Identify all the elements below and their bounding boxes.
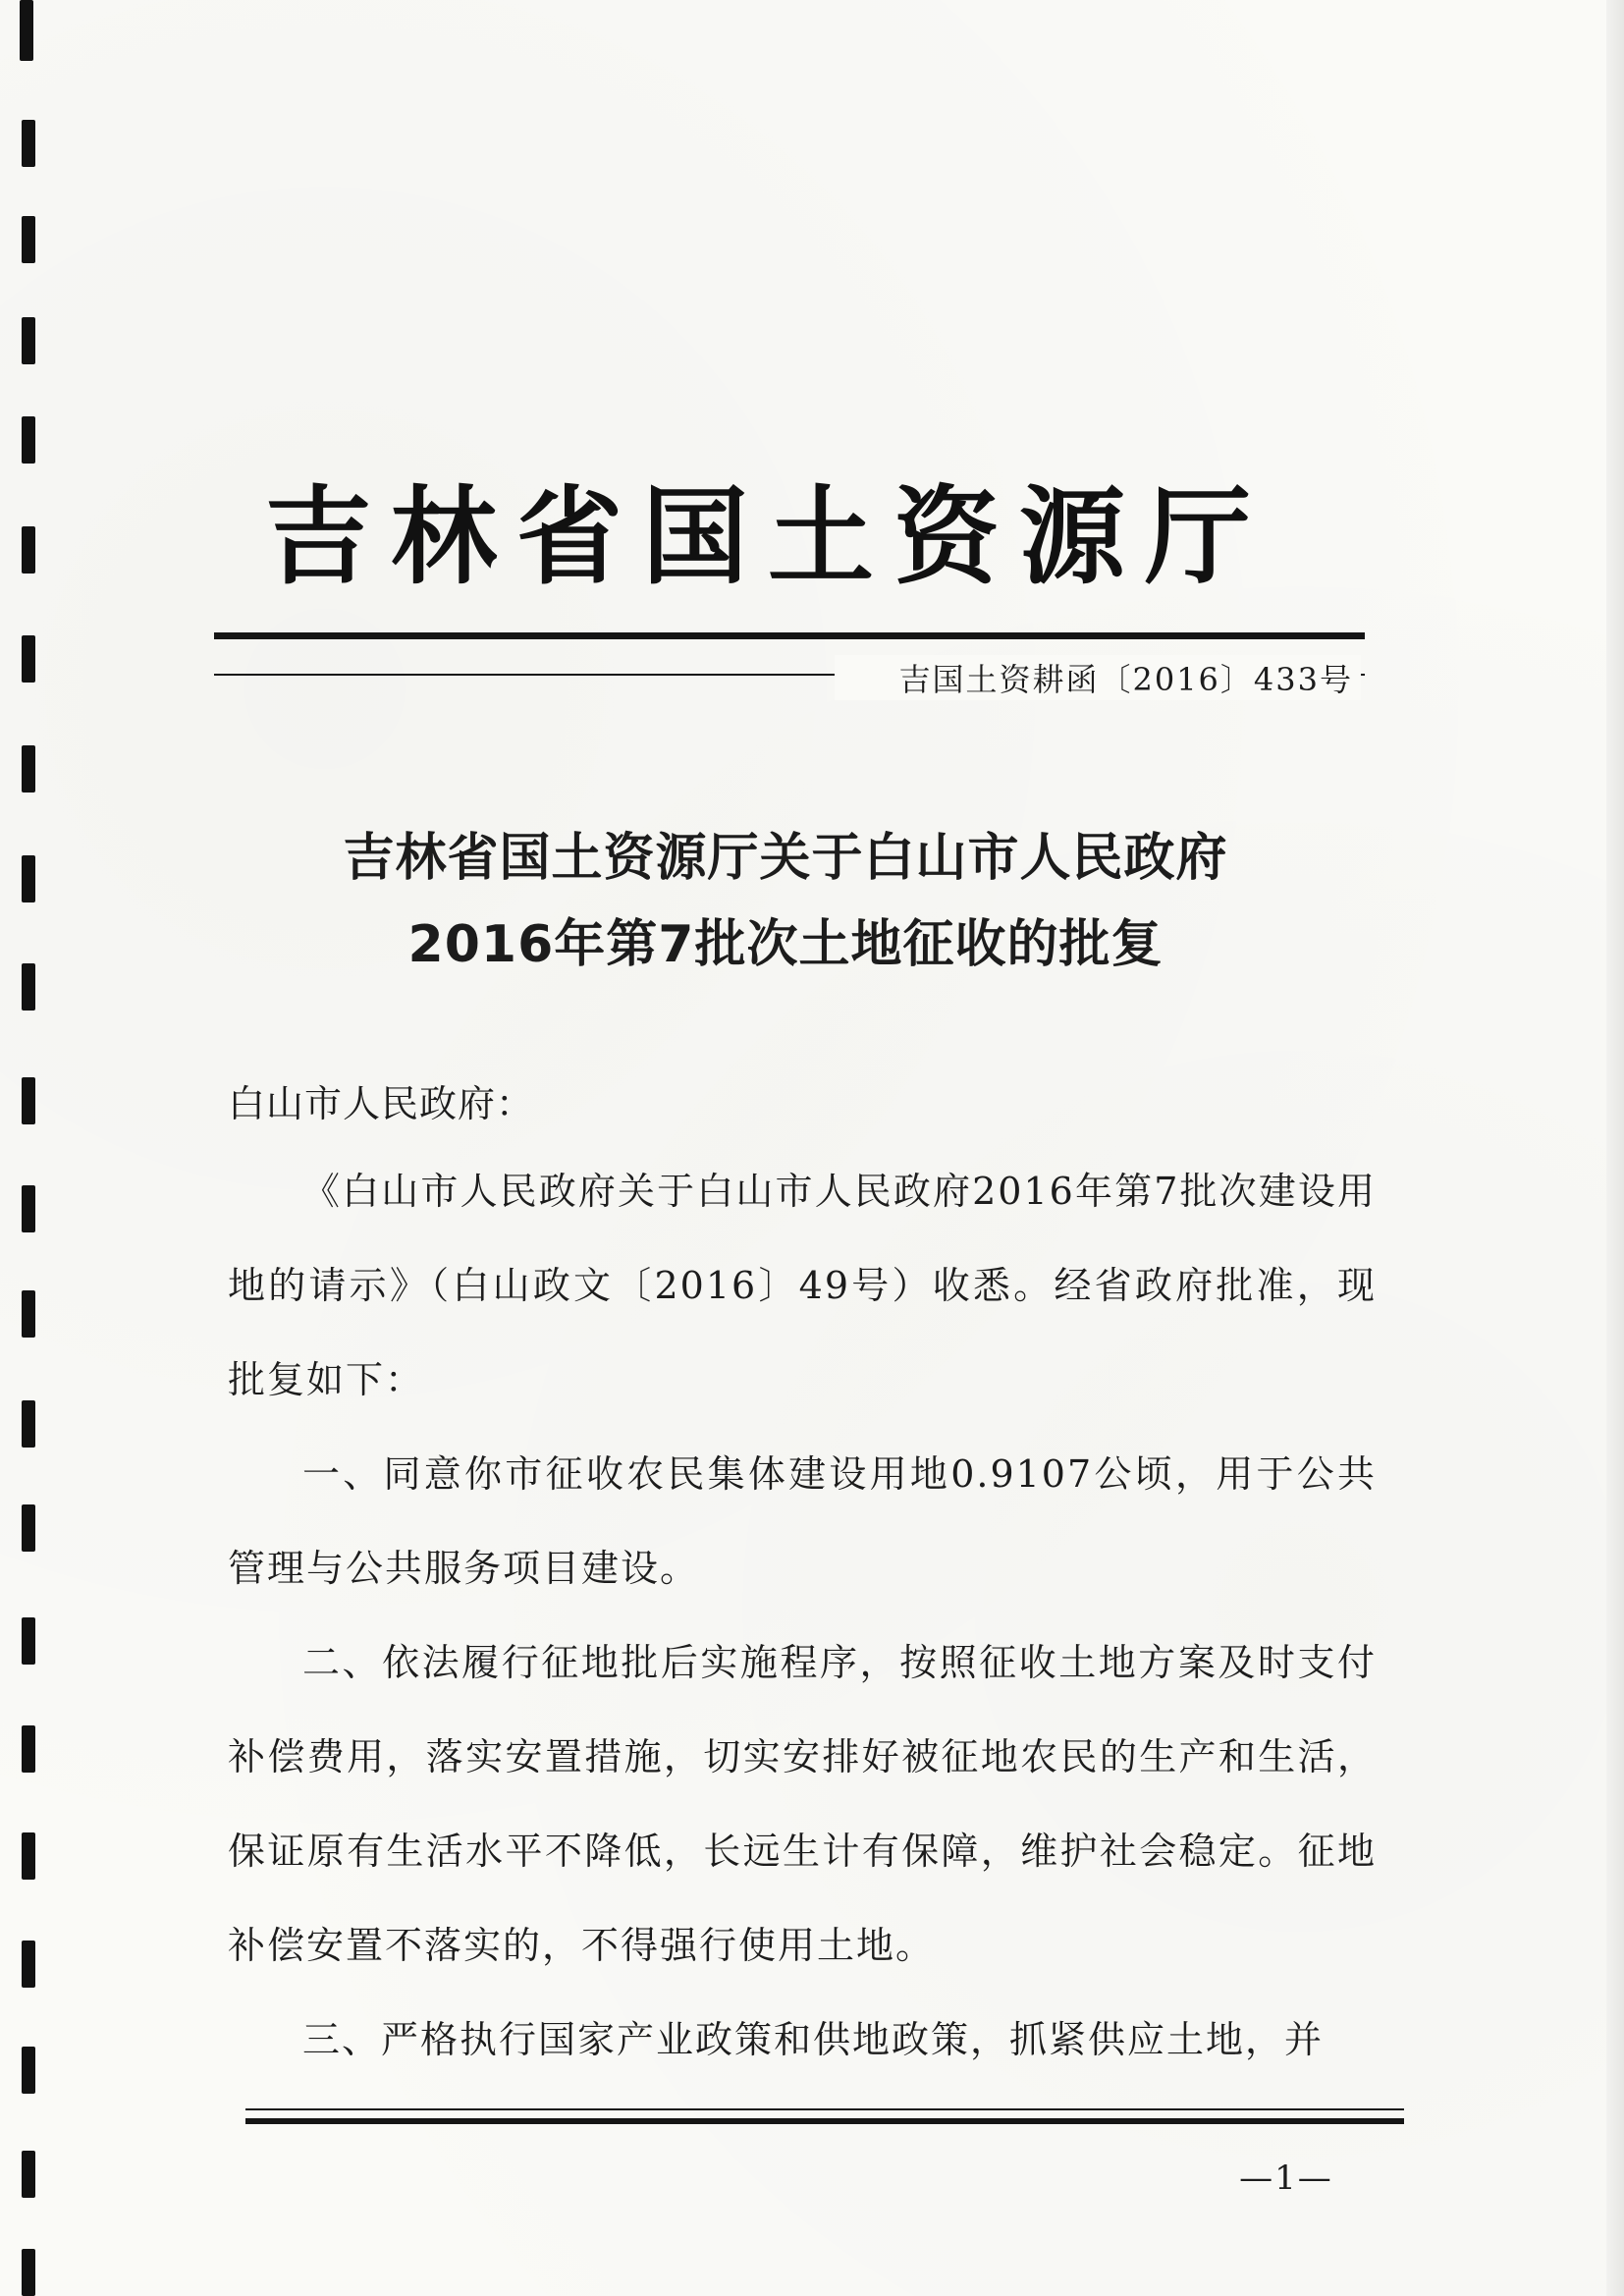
binding-hole xyxy=(22,317,35,364)
binding-hole xyxy=(22,1400,35,1448)
binding-hole xyxy=(22,745,35,793)
binding-hole xyxy=(22,1290,35,1338)
binding-hole xyxy=(22,1941,35,1988)
binding-hole xyxy=(22,1185,35,1232)
document-title xyxy=(196,815,1375,988)
body-paragraph-item-1: 一、同意你市征收农民集体建设用地0.9107公顷，用于公共管理与公共服务项目建设。 xyxy=(228,1452,1377,1590)
page-number: —1— xyxy=(1239,2159,1333,2198)
letterhead-org-name: 吉林省国土资源厅 xyxy=(265,475,1272,599)
body-paragraph-item-3: 三、严格执行国家产业政策和供地政策，抓紧供应土地，并 xyxy=(302,2018,1325,2061)
binding-hole xyxy=(22,120,35,167)
binding-hole xyxy=(22,2151,35,2198)
binding-hole xyxy=(22,635,35,683)
binding-hole xyxy=(22,216,35,263)
body-paragraph-intro: 《白山市人民政府关于白山市人民政府2016年第7批次建设用地的请示》（白山政文〔2016〕49号）收悉。经省政府批准，现批复如下： xyxy=(228,1170,1377,1401)
page-edge-shadow xyxy=(1606,0,1624,2296)
binding-hole xyxy=(22,1504,35,1552)
body-paragraph-item-2: 二、依法履行征地批后实施程序，按照征收土地方案及时支付补偿费用，落实安置措施，切实安排好被征地农民的生产和生活，保证原有生活水平不降低，长远生计有保障，维护社会稳定。征地补偿安置不落实的，不得强行使用土地。 xyxy=(228,1641,1377,1967)
binding-hole xyxy=(22,2249,35,2296)
binding-hole xyxy=(22,2047,35,2094)
binding-hole xyxy=(22,526,35,574)
addressee: 白山市人民政府： xyxy=(228,1082,535,1125)
binding-hole xyxy=(22,416,35,464)
document-body xyxy=(228,1144,1377,2087)
document-number: 吉国土资耕函〔2016〕433号 xyxy=(835,655,1361,700)
footer-rule-thin xyxy=(245,2108,1404,2110)
title-line-2: 2016年第7批次土地征收的批复 xyxy=(407,915,1164,974)
binding-hole xyxy=(22,1725,35,1773)
binding-hole xyxy=(22,1617,35,1665)
footer-rule-thick xyxy=(245,2118,1404,2124)
letterhead-rule-thick xyxy=(214,632,1365,639)
binding-hole xyxy=(22,1832,35,1880)
binding-hole xyxy=(22,855,35,902)
binding-hole xyxy=(22,1077,35,1124)
title-line-1: 吉林省国土资源厅关于白山市人民政府 xyxy=(343,829,1228,888)
binding-holes xyxy=(14,0,53,2296)
binding-hole xyxy=(20,0,33,61)
binding-hole xyxy=(22,963,35,1011)
